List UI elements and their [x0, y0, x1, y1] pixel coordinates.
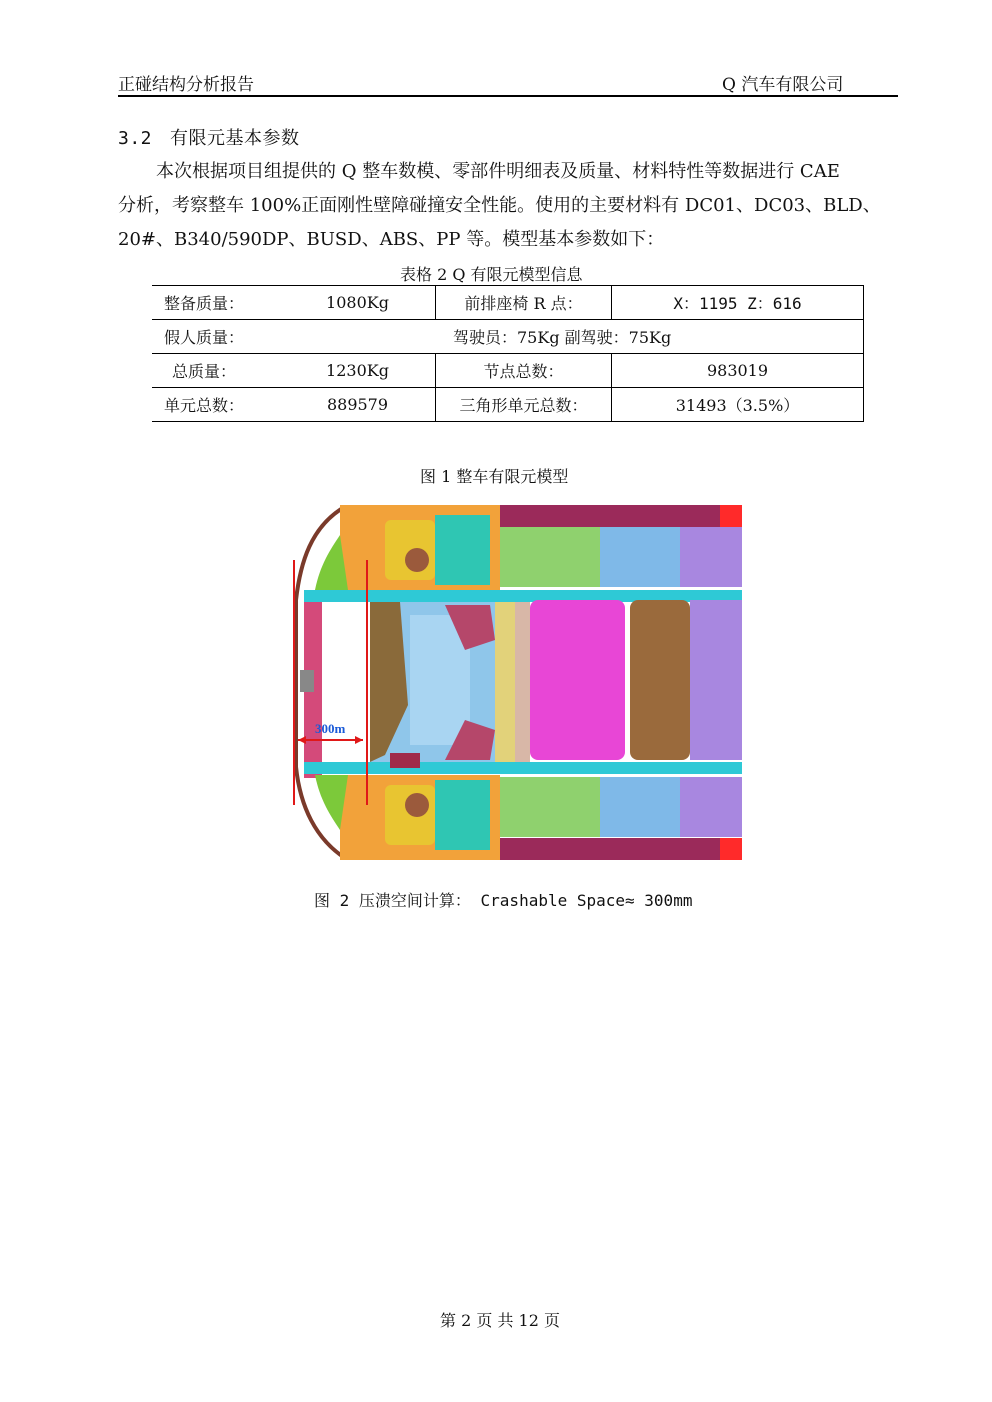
model-info-table [152, 285, 864, 422]
body-paragraph [118, 155, 918, 257]
table-cell: 三角形单元总数： [436, 388, 612, 422]
table-cell: 总质量： [152, 354, 280, 388]
paragraph-line-3: 20#、B340/590DP、BUSD、ABS、PP 等。模型基本参数如下： [118, 229, 665, 250]
table-cell: 节点总数： [436, 354, 612, 388]
table-cell: 假人质量： [152, 320, 280, 354]
paragraph-line-1: 本次根据项目组提供的 Q 整车数模、零部件明细表及质量、材料特性等数据进行 CAE [156, 161, 840, 182]
figure-1-caption: 图 1 整车有限元模型 [420, 467, 569, 486]
table-row [152, 354, 864, 388]
table-cell: 889579 [280, 388, 436, 422]
table-row [152, 286, 864, 320]
section-number: 3.2 [118, 128, 153, 149]
table-cell: 31493（3.5%） [612, 388, 864, 422]
table-cell: 整备质量： [152, 286, 280, 320]
table-row [152, 388, 864, 422]
header-rule [118, 95, 898, 97]
section-title: 有限元基本参数 [170, 128, 300, 149]
table-cell: 单元总数： [152, 388, 280, 422]
table-row [152, 320, 864, 354]
figure-2-caption: 图 2 压溃空间计算： Crashable Space≈ 300mm [314, 891, 693, 910]
table-caption: 表格 2 Q 有限元模型信息 [400, 265, 583, 284]
table-cell: 1230Kg [280, 354, 436, 388]
table-cell: 前排座椅 R 点： [436, 286, 612, 320]
paragraph-line-2: 分析，考察整车 100%正面刚性壁障碰撞安全性能。使用的主要材料有 DC01、DC03、BLD、 [118, 195, 881, 216]
table-cell: 驾驶员：75Kg 副驾驶：75Kg [280, 320, 864, 354]
header-title: 正碰结构分析报告 [118, 75, 254, 95]
table-cell: 983019 [612, 354, 864, 388]
header-company: Q 汽车有限公司 [722, 75, 844, 95]
table-cell: 1080Kg [280, 286, 436, 320]
dimension-label: 300m [315, 721, 346, 736]
table-cell: X：1195 Z：616 [612, 286, 864, 320]
page-footer: 第 2 页 共 12 页 [440, 1311, 560, 1330]
fe-model-image [290, 505, 742, 860]
section-heading [118, 124, 300, 150]
